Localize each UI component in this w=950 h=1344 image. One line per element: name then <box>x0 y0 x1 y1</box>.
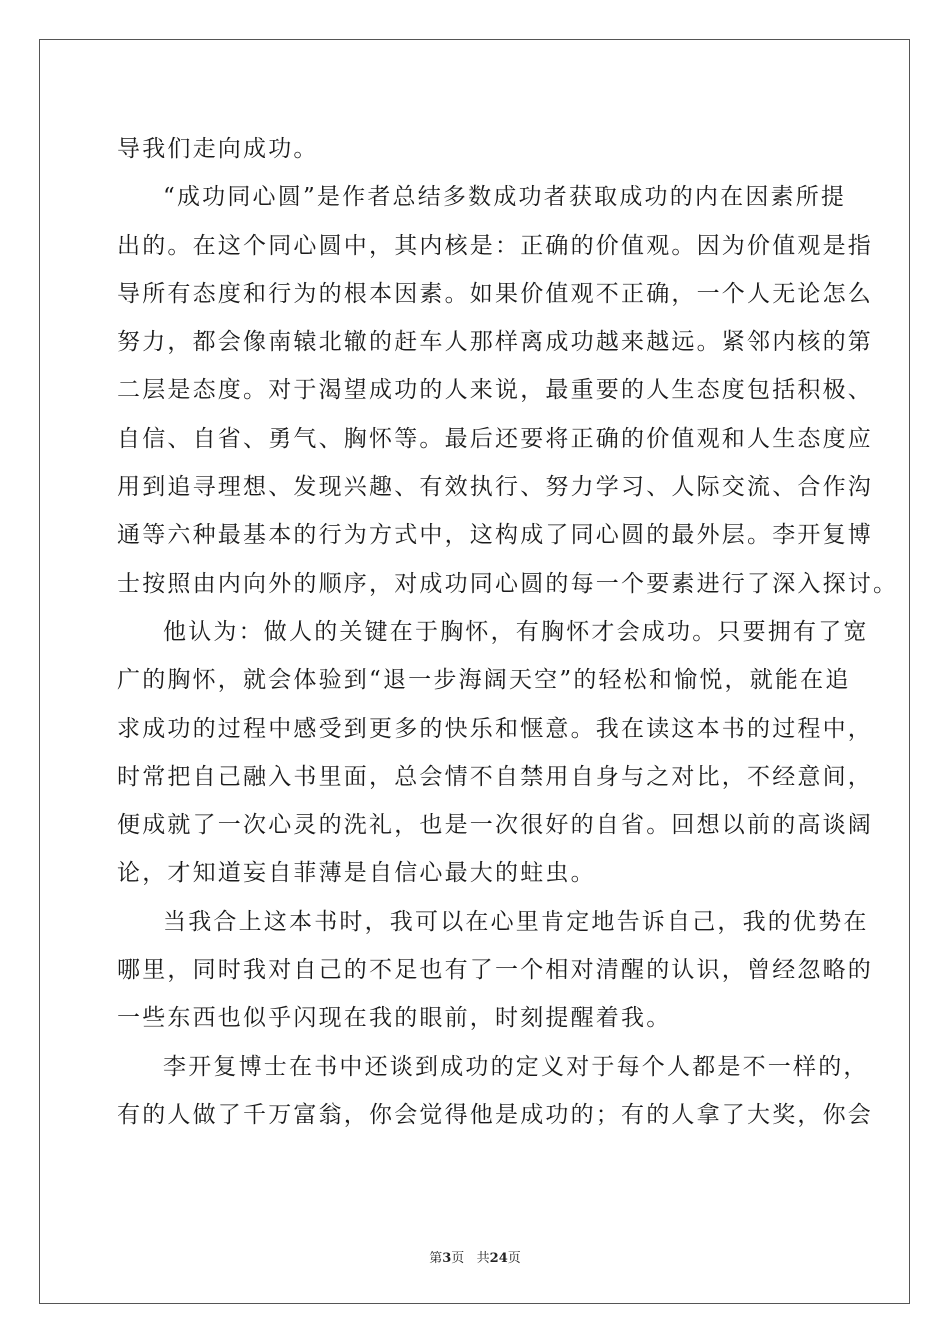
text-line: 通等六种最基本的行为方式中，这构成了同心圆的最外层。李开复博 <box>117 522 873 549</box>
footer-suffix: 页 <box>507 1251 521 1266</box>
text-line: 求成功的过程中感受到更多的快乐和惬意。我在读这本书的过程中， <box>117 715 873 742</box>
text-line: 出的。在这个同心圆中，其内核是：正确的价值观。因为价值观是指 <box>117 232 873 259</box>
footer-prefix: 第 <box>429 1251 443 1266</box>
text-line: 哪里，同时我对自己的不足也有了一个相对清醒的认识，曾经忽略的 <box>117 957 873 984</box>
text-line: 自信、自省、勇气、胸怀等。最后还要将正确的价值观和人生态度应 <box>117 425 873 452</box>
footer-middle: 页 共 <box>451 1251 490 1266</box>
text-line: 便成就了一次心灵的洗礼，也是一次很好的自省。回想以前的高谈阔 <box>117 812 873 839</box>
text-line: 士按照由内向外的顺序，对成功同心圆的每一个要素进行了深入探讨。 <box>117 570 899 597</box>
text-line: 导我们走向成功。 <box>117 136 319 162</box>
text-line: 二层是态度。对于渴望成功的人来说，最重要的人生态度包括积极、 <box>117 377 873 404</box>
text-line: 广的胸怀，就会体验到“退一步海阔天空”的轻松和愉悦，就能在追 <box>117 667 851 694</box>
page-footer <box>0 1247 950 1266</box>
text-line: 导所有态度和行为的根本因素。如果价值观不正确，一个人无论怎么 <box>117 280 873 307</box>
text-line: 用到追寻理想、发现兴趣、有效执行、努力学习、人际交流、合作沟 <box>117 474 873 501</box>
text-line: 论，才知道妄自菲薄是自信心最大的蛀虫。 <box>117 860 596 887</box>
text-line: 当我合上这本书时，我可以在心里肯定地告诉自己，我的优势在 <box>163 908 869 935</box>
text-line: 一些东西也似乎闪现在我的眼前，时刻提醒着我。 <box>117 1005 672 1032</box>
text-line: “成功同心圆”是作者总结多数成功者获取成功的内在因素所提 <box>163 184 847 211</box>
document-body <box>117 125 899 1139</box>
text-line: 时常把自己融入书里面，总会情不自禁用自身与之对比，不经意间， <box>117 763 873 790</box>
text-line: 他认为：做人的关键在于胸怀，有胸怀才会成功。只要拥有了宽 <box>163 618 869 645</box>
current-page-number: 3 <box>442 1251 452 1266</box>
total-pages-number: 24 <box>489 1251 508 1266</box>
text-line: 努力，都会像南辕北辙的赶车人那样离成功越来越远。紧邻内核的第 <box>117 329 873 356</box>
text-line: 李开复博士在书中还谈到成功的定义对于每个人都是不一样的， <box>163 1053 869 1080</box>
text-line: 有的人做了千万富翁，你会觉得他是成功的；有的人拿了大奖，你会 <box>117 1101 873 1128</box>
